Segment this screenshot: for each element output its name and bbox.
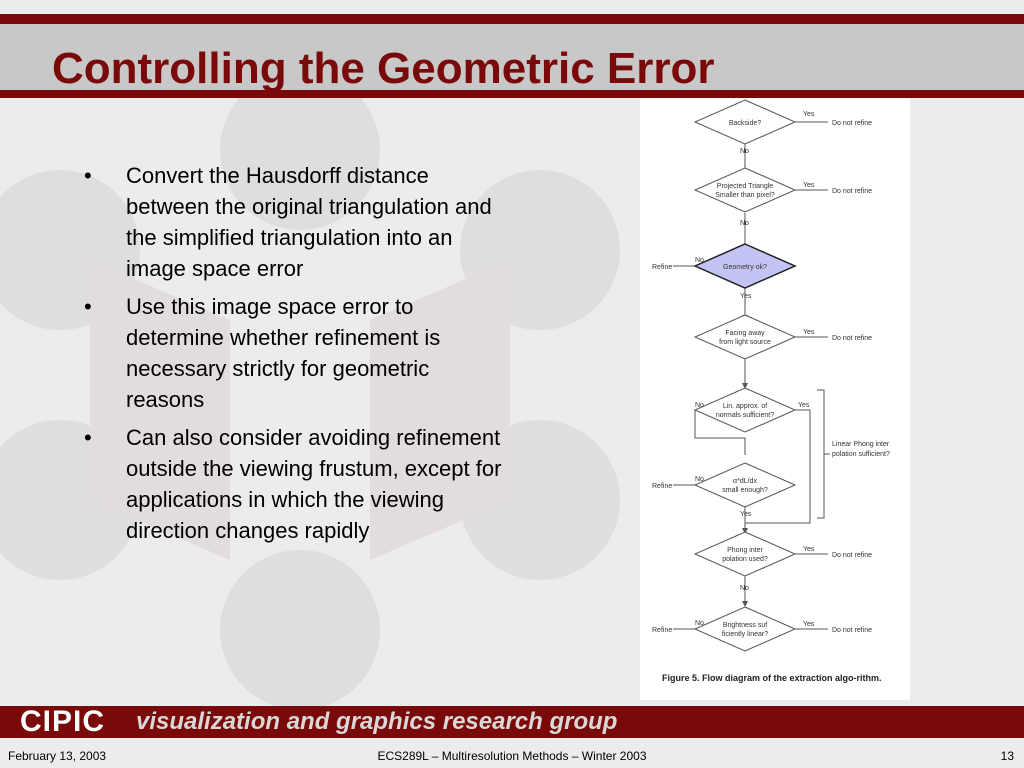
bullet-item — [84, 291, 504, 415]
no-label: No — [740, 585, 749, 592]
bracket-label: polation sufficient? — [832, 451, 890, 458]
refine-label: Refine — [652, 483, 673, 490]
bullet-text: Can also consider avoiding refinement outside the viewing frustum, except for applications in which the viewing direction changes rapidly — [126, 425, 502, 543]
group-name: visualization and graphics research group — [136, 708, 618, 735]
node-label: Geometry ok? — [723, 264, 767, 271]
no-label: No — [695, 476, 704, 483]
footer-course: ECS289L – Multiresolution Methods – Winter 2003 — [377, 749, 647, 763]
branding-band — [0, 706, 1024, 738]
node-label: α*dL/dx — [733, 478, 757, 485]
figure-caption: Figure 5. Flow diagram of the extraction algo-rithm. — [662, 673, 882, 683]
do-not-refine-label: Do not refine — [832, 188, 873, 195]
bullet-list — [84, 160, 504, 553]
footer-date: February 13, 2003 — [8, 749, 107, 763]
bullet-item — [84, 422, 504, 546]
no-label: No — [695, 402, 704, 409]
do-not-refine-label: Do not refine — [832, 335, 873, 342]
yes-label: Yes — [798, 402, 810, 409]
node-label: Brightness suf — [722, 622, 768, 629]
no-label: No — [740, 220, 749, 227]
node-label: polation used? — [722, 556, 768, 563]
no-label: No — [695, 257, 704, 264]
yes-label: Yes — [803, 111, 815, 118]
yes-label: Yes — [803, 329, 815, 336]
no-label: No — [740, 148, 749, 155]
yes-label: Yes — [803, 546, 815, 553]
bracket-label: Linear Phong inter — [832, 441, 890, 448]
page-number: 13 — [1000, 749, 1014, 763]
cipic-logo: CIPIC — [20, 705, 106, 738]
refine-label: Refine — [652, 264, 673, 271]
flow-diagram — [640, 98, 910, 668]
node-label: normals sufficient? — [715, 412, 775, 419]
node-label: small enough? — [722, 487, 768, 494]
do-not-refine-label: Do not refine — [832, 120, 873, 127]
flow-diagram-figure — [640, 98, 910, 700]
node-label: Projected Triangle — [716, 183, 774, 190]
title-bar — [0, 14, 1024, 98]
yes-label: Yes — [803, 621, 815, 628]
node-label: Smaller than pixel? — [715, 192, 775, 199]
bullet-dot: • — [84, 294, 92, 319]
yes-label: Yes — [740, 293, 752, 300]
bullet-item — [84, 160, 504, 284]
node-label: from light source — [719, 339, 771, 346]
node-label: Phong inter — [727, 547, 763, 554]
node-label: Backside? — [728, 120, 762, 127]
bullet-dot: • — [84, 163, 92, 188]
yes-label: Yes — [803, 182, 815, 189]
bullet-text: Use this image space error to determine whether refinement is necessary strictly for geometric reasons — [126, 294, 441, 412]
do-not-refine-label: Do not refine — [832, 552, 873, 559]
node-label: Lin. approx. of — [722, 403, 768, 410]
footer — [0, 740, 1024, 768]
bullet-text: Convert the Hausdorff distance between the original triangulation and the simplified triangulation into an image space error — [126, 163, 492, 281]
refine-label: Refine — [652, 627, 673, 634]
node-label: Facing away — [725, 330, 765, 337]
do-not-refine-label: Do not refine — [832, 627, 873, 634]
slide-title: Controlling the Geometric Error — [52, 44, 715, 93]
node-label: ficiently linear? — [721, 631, 769, 638]
bullet-dot: • — [84, 425, 92, 450]
yes-label: Yes — [740, 511, 752, 518]
no-label: No — [695, 620, 704, 627]
